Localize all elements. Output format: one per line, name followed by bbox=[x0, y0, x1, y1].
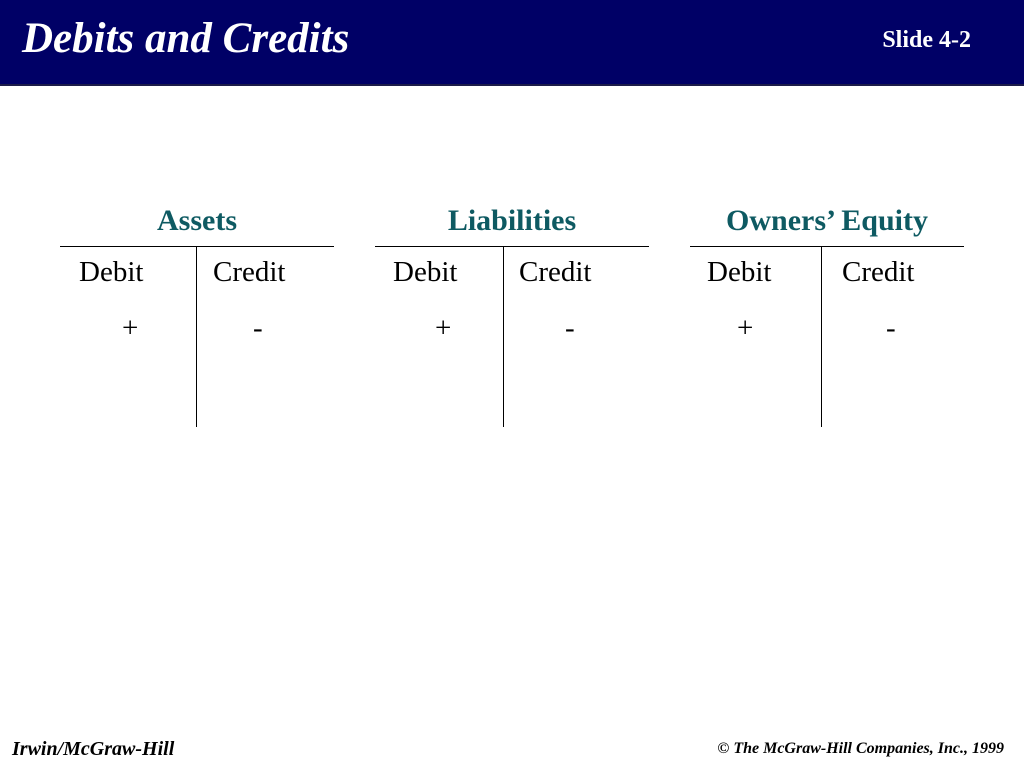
t-account-horizontal-line bbox=[60, 246, 334, 247]
debit-label: Debit bbox=[707, 256, 772, 288]
t-account-vertical-line bbox=[503, 247, 504, 427]
account-title: Liabilities bbox=[447, 204, 577, 237]
slide-header bbox=[0, 0, 1024, 86]
credit-sign: - bbox=[886, 312, 896, 344]
account-title: Owners’ Equity bbox=[726, 204, 928, 237]
account-title: Assets bbox=[157, 204, 237, 237]
debit-sign: + bbox=[122, 312, 139, 344]
slide-title: Debits and Credits bbox=[22, 15, 350, 62]
credit-label: Credit bbox=[213, 256, 286, 288]
copyright-footer: © The McGraw-Hill Companies, Inc., 1999 bbox=[717, 740, 1004, 757]
t-account-liabilities bbox=[375, 204, 649, 428]
debit-sign: + bbox=[435, 312, 452, 344]
debit-label: Debit bbox=[393, 256, 458, 288]
t-account-owners-equity bbox=[690, 204, 964, 428]
credit-sign: - bbox=[565, 312, 575, 344]
t-account-assets bbox=[60, 204, 334, 428]
publisher-footer: Irwin/McGraw-Hill bbox=[12, 738, 175, 760]
credit-label: Credit bbox=[842, 256, 915, 288]
credit-sign: - bbox=[253, 312, 263, 344]
debit-sign: + bbox=[737, 312, 754, 344]
credit-label: Credit bbox=[519, 256, 592, 288]
t-account-vertical-line bbox=[821, 247, 822, 427]
t-account-horizontal-line bbox=[375, 246, 649, 247]
debit-label: Debit bbox=[79, 256, 144, 288]
t-account-vertical-line bbox=[196, 247, 197, 427]
slide-number: Slide 4-2 bbox=[882, 27, 971, 53]
t-account-horizontal-line bbox=[690, 246, 964, 247]
